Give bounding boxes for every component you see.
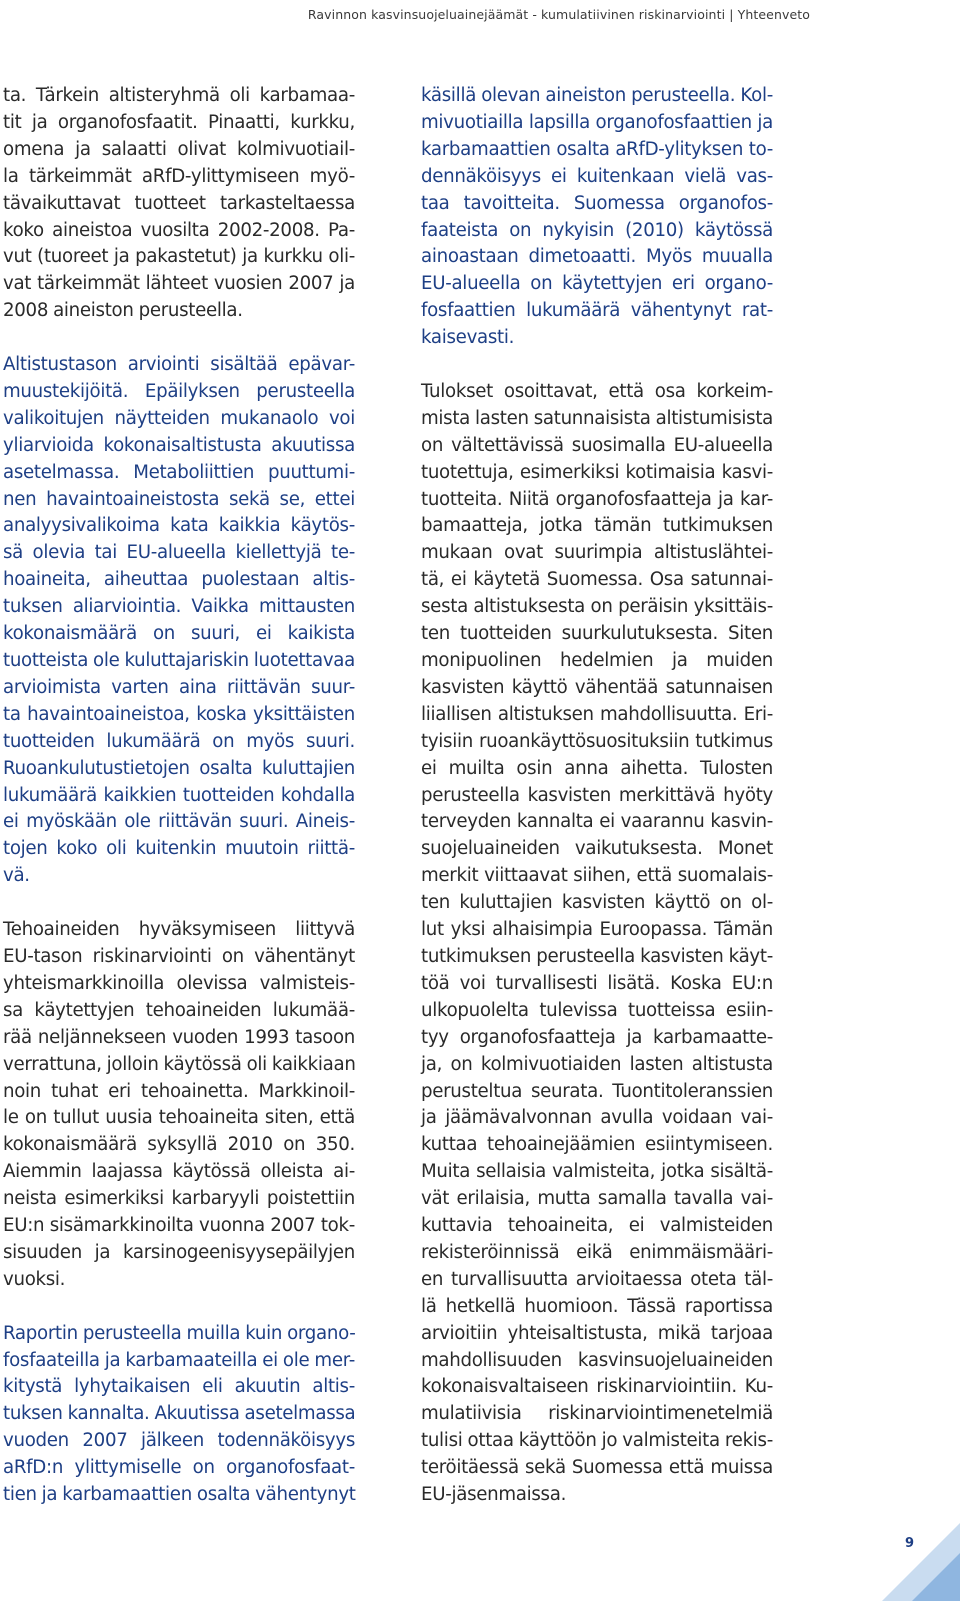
text-line: ja jäämävalvonnan avulla voidaan vai-: [421, 1107, 773, 1129]
text-line: vuoksi.: [3, 1268, 66, 1290]
text-line: mista lasten satunnaisista altistumisista: [421, 407, 773, 429]
text-line: tutkimuksen perusteella kasvisten käyt-: [421, 945, 773, 967]
text-line: lukumäärä kaikkien tuotteiden kohdalla: [3, 784, 355, 806]
text-line: kaisevasti.: [421, 327, 515, 349]
text-line: kasvisten käyttö vähentää satunnaisen: [421, 676, 773, 698]
text-line: sa käytettyjen tehoaineiden lukumää-: [3, 999, 355, 1021]
text-line: monipuolinen hedelmien ja muiden: [421, 650, 773, 672]
text-line: suojeluaineiden vaikutuksesta. Monet: [421, 838, 773, 860]
text-line: en turvallisuutta arvioitaessa oteta täl-: [421, 1268, 773, 1290]
text-line: tävaikuttavat tuotteet tarkasteltaessa: [3, 192, 355, 214]
text-line: terveyden kannalta ei vaarannu kasvin-: [421, 811, 773, 833]
text-line: vät erilaisia, mutta samalla tavalla vai-: [421, 1188, 773, 1210]
text-line: käsillä olevan aineiston perusteella. Kol-: [421, 85, 773, 106]
text-line: asetelmassa. Metaboliittien puuttumi-: [3, 461, 355, 483]
text-line: Tehoaineiden hyväksymiseen liittyvä: [3, 919, 355, 941]
text-line: tuotteiden lukumäärä on myös suuri.: [3, 730, 355, 752]
text-line: ta havaintoaineistoa, koska yksittäisten: [3, 703, 355, 725]
left-text-column: [3, 83, 355, 1536]
text-line: merkit viittaavat siihen, että suomalais-: [421, 865, 773, 887]
text-line: EU-jäsenmaissa.: [421, 1484, 567, 1506]
text-line: tien ja karbamaattien osalta vähentynyt: [3, 1484, 356, 1506]
text-line: tulisi ottaa käyttöön jo valmisteita rekis-: [421, 1430, 773, 1452]
text-line: kitystä lyhytaikaisen eli akuutin altis-: [3, 1376, 355, 1398]
text-line: EU-tason riskinarviointi on vähentänyt: [3, 945, 355, 967]
text-line: Muita sellaisia valmisteita, jotka sisältä-: [421, 1161, 773, 1183]
text-line: tuotteista ole kuluttajariskin luotettavaa: [3, 650, 355, 672]
text-line: tuotettuja, esimerkiksi kotimaisia kasvi-: [421, 461, 773, 483]
text-line: ta. Tärkein altisteryhmä oli karbamaa-: [3, 85, 355, 106]
text-line: mukaan ovat suurimpia altistuslähtei-: [421, 542, 773, 564]
text-line: töä voi turvallisesti lisätä. Koska EU:n: [421, 972, 773, 994]
text-line: ei muilta osin anna aihetta. Tulosten: [421, 757, 773, 779]
right-paragraph: [421, 83, 773, 352]
text-line: taa tavoitteita. Suomessa organofos-: [421, 192, 773, 214]
text-line: tyisiin ruoankäyttösuosituksiin tutkimus: [421, 730, 773, 752]
text-line: tuksen aliarviointia. Vaikka mittausten: [3, 596, 355, 618]
text-line: la tärkeimmät aRfD-ylittymiseen myö-: [3, 165, 355, 187]
text-line: mahdollisuuden kasvinsuojeluaineiden: [421, 1349, 773, 1371]
text-line: Aiemmin laajassa käytössä olleista ai-: [3, 1161, 355, 1183]
text-line: on vältettävissä suosimalla EU-alueella: [421, 434, 773, 456]
text-line: perusteella kasvisten merkittävä hyöty: [421, 784, 773, 806]
text-line: bamaatteja, jotka tämän tutkimuksen: [421, 515, 773, 537]
text-line: tä, ei käytetä Suomessa. Osa satunnai-: [421, 569, 773, 591]
running-header: Ravinnon kasvinsuojeluainejäämät - kumulatiivinen riskinarviointi | Yhteenveto: [307, 7, 810, 22]
text-line: rekisteröinnissä eikä enimmäismääri-: [421, 1241, 773, 1263]
text-line: omena ja salaatti olivat kolmivuotiail-: [3, 138, 355, 160]
text-line: vä.: [3, 865, 30, 887]
text-line: Raportin perusteella muilla kuin organo-: [3, 1322, 356, 1344]
text-line: perusteltua seurata. Tuontitoleranssien: [421, 1080, 773, 1102]
right-text-column: [421, 83, 773, 1536]
text-line: aRfD:n ylittymiselle on organofosfaat-: [3, 1457, 355, 1479]
text-line: noin tuhat eri tehoainetta. Markkinoil-: [3, 1080, 355, 1102]
right-paragraph: [421, 379, 773, 1509]
text-line: lä hetkellä huomioon. Tässä raportissa: [421, 1295, 773, 1317]
text-line: karbamaattien osalta aRfD-ylityksen to-: [421, 138, 773, 160]
text-line: hoaineita, aiheuttaa puolestaan altis-: [3, 569, 355, 591]
text-line: fosfaateilla ja karbamaateilla ei ole mer-: [3, 1349, 355, 1371]
text-line: le on tullut uusia tehoaineita siten, että: [3, 1107, 355, 1129]
text-line: valikoitujen näytteiden mukanaolo voi: [3, 407, 355, 429]
text-line: arvioitiin yhteisaltistusta, mikä tarjoaa: [421, 1322, 773, 1344]
text-line: liiallisen altistuksen mahdollisuutta. Eri-: [421, 703, 773, 725]
text-line: tuksen kannalta. Akuutissa asetelmassa: [3, 1403, 356, 1425]
text-line: mulatiivisia riskinarviointimenetelmiä: [421, 1403, 773, 1425]
text-line: kokonaismäärä syksyllä 2010 on 350.: [3, 1134, 355, 1156]
left-paragraph: [3, 352, 355, 890]
text-line: ulkopuolelta tulevissa tuotteissa esiin-: [421, 999, 773, 1021]
text-line: ja, on kolmivuotiaiden lasten altistusta: [421, 1053, 773, 1075]
left-paragraph: [3, 83, 355, 325]
left-paragraph: [3, 1321, 355, 1509]
text-line: Altistustason arviointi sisältää epävar-: [3, 354, 355, 376]
text-line: vut (tuoreet ja pakastetut) ja kurkku oli-: [3, 246, 355, 268]
page-corner-decoration: [882, 1523, 960, 1601]
text-line: EU:n sisämarkkinoilta vuonna 2007 tok-: [3, 1215, 355, 1237]
text-line: sesta altistuksesta on peräisin yksittäis-: [421, 596, 773, 618]
text-line: 2008 aineiston perusteella.: [3, 300, 243, 322]
text-line: fosfaattien lukumäärä vähentynyt rat-: [421, 300, 773, 322]
text-line: verrattuna, jolloin käytössä oli kaikkiaan: [3, 1053, 356, 1075]
text-line: kuttaa tehoainejäämien esiintymiseen.: [421, 1134, 773, 1156]
text-line: faateista on nykyisin (2010) käytössä: [421, 219, 773, 241]
text-line: yhteismarkkinoilla olevissa valmisteis-: [3, 972, 355, 994]
text-line: dennäköisyys ei kuitenkaan vielä vas-: [421, 165, 773, 187]
text-line: arvioimista varten aina riittävän suur-: [3, 676, 355, 698]
text-line: sisuuden ja karsinogeenisyysepäilyjen: [3, 1241, 355, 1263]
text-line: ten kuluttajien kasvisten käyttö on ol-: [421, 892, 773, 914]
text-line: ainoastaan dimetoaatti. Myös muualla: [421, 246, 773, 268]
text-line: yliarvioida kokonaisaltistusta akuutissa: [3, 434, 355, 456]
text-line: Ruoankulutustietojen osalta kuluttajien: [3, 757, 355, 779]
text-line: ei myöskään ole riittävän suuri. Aineis-: [3, 811, 355, 833]
left-paragraph: [3, 917, 355, 1294]
text-line: analyysivalikoima kata kaikkia käytös-: [3, 515, 355, 537]
text-line: neista esimerkiksi karbaryyli poistettiin: [3, 1188, 355, 1210]
text-line: ten tuotteiden suurkulutuksesta. Siten: [421, 623, 773, 645]
text-line: tojen koko oli kuitenkin muutoin riittä-: [3, 838, 355, 860]
text-line: tit ja organofosfaatit. Pinaatti, kurkku,: [3, 111, 355, 133]
text-line: vuoden 2007 jälkeen todennäköisyys: [3, 1430, 355, 1452]
text-line: lut yksi alhaisimpia Euroopassa. Tämän: [421, 919, 773, 941]
text-line: muustekijöitä. Epäilyksen perusteella: [3, 380, 355, 402]
text-line: rää neljännekseen vuoden 1993 tasoon: [3, 1026, 355, 1048]
page-number: 9: [904, 1536, 914, 1551]
text-line: nen havaintoaineistosta sekä se, ettei: [3, 488, 355, 510]
text-line: kokonaisvaltaiseen riskinarviointiin. Ku-: [421, 1376, 773, 1398]
text-line: kuttavia tehoaineita, ei valmisteiden: [421, 1215, 773, 1237]
text-line: kokonaismäärä on suuri, ei kaikista: [3, 623, 355, 645]
text-line: sä olevia tai EU-alueella kiellettyjä te-: [3, 542, 355, 564]
text-line: tuotteita. Niitä organofosfaatteja ja kar-: [421, 488, 773, 510]
text-line: tyy organofosfaatteja ja karbamaatte-: [421, 1026, 773, 1048]
text-line: teröitäessä sekä Suomessa että muissa: [421, 1457, 773, 1479]
text-line: mivuotiailla lapsilla organofosfaattien ja: [421, 111, 773, 133]
text-line: vat tärkeimmät lähteet vuosien 2007 ja: [3, 273, 355, 295]
text-line: Tulokset osoittavat, että osa korkeim-: [421, 380, 773, 402]
text-line: koko aineistoa vuosilta 2002-2008. Pa-: [3, 219, 355, 241]
text-line: EU-alueella on käytettyjen eri organo-: [421, 273, 773, 295]
